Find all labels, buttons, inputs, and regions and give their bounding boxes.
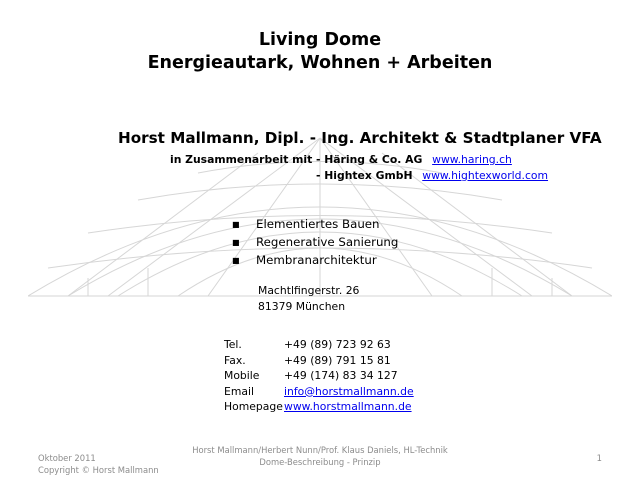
table-row xyxy=(224,337,414,353)
table-row xyxy=(224,399,414,415)
author-line: Horst Mallmann, Dipl. - Ing. Architekt & Stadtplaner VFA xyxy=(118,129,602,147)
slide-title: Living Dome xyxy=(258,30,382,50)
footer-left xyxy=(38,452,159,476)
contact-value-homepage xyxy=(284,399,414,415)
contact-label: Tel. xyxy=(224,338,242,352)
footer-copyright: Copyright © Horst Mallmann xyxy=(38,465,159,475)
contact-label: Email xyxy=(224,384,254,398)
partner-hightex xyxy=(316,169,548,182)
slide-subtitle: Energieautark, Wohnen + Arbeiten xyxy=(147,53,493,73)
partner-name: - Hightex GmbH xyxy=(316,169,413,182)
contact-label: Mobile xyxy=(224,369,260,383)
collaboration-label: in Zusammenarbeit mit xyxy=(170,153,313,166)
square-bullet-icon: ■ xyxy=(232,219,240,229)
contact-label: Fax. xyxy=(224,353,246,367)
square-bullet-icon: ■ xyxy=(232,255,240,265)
contact-value-mobile: +49 (174) 83 34 127 xyxy=(284,369,398,383)
page-number: 1 xyxy=(596,453,602,463)
contact-label: Homepage xyxy=(224,400,283,414)
service-list xyxy=(232,215,398,269)
contact-table xyxy=(224,337,414,415)
partner-haring xyxy=(316,153,512,166)
address-city: 81379 München xyxy=(258,300,346,313)
contact-value-email xyxy=(284,384,414,400)
footer-date: Oktober 2011 xyxy=(38,453,96,463)
footer-authors: Horst Mallmann/Herbert Nunn/Prof. Klaus Daniels, HL-Technik xyxy=(192,445,448,455)
list-item-label: Regenerative Sanierung xyxy=(256,235,399,249)
square-bullet-icon: ■ xyxy=(232,237,240,247)
table-row xyxy=(224,353,414,369)
table-row xyxy=(224,384,414,400)
list-item xyxy=(232,251,398,269)
list-item xyxy=(232,233,398,251)
partner-link-hightex[interactable]: www.hightexworld.com xyxy=(422,169,549,182)
homepage-link[interactable]: www.horstmallmann.de xyxy=(284,400,412,414)
table-row xyxy=(224,368,414,384)
list-item-label: Elementiertes Bauen xyxy=(256,217,380,231)
list-item-label: Membranarchitektur xyxy=(256,253,377,267)
list-item xyxy=(232,215,398,233)
partner-name: - Häring & Co. AG xyxy=(316,153,423,166)
address-block xyxy=(258,283,359,315)
footer-description: Dome-Beschreibung - Prinzip xyxy=(259,457,381,467)
partner-link-haring[interactable]: www.haring.ch xyxy=(432,153,512,166)
contact-value-phone: +49 (89) 723 92 63 xyxy=(284,338,391,352)
email-link[interactable]: info@horstmallmann.de xyxy=(284,384,414,398)
footer-center xyxy=(150,444,490,468)
contact-value-fax: +49 (89) 791 15 81 xyxy=(284,353,391,367)
address-street: Machtlfingerstr. 26 xyxy=(258,284,360,297)
